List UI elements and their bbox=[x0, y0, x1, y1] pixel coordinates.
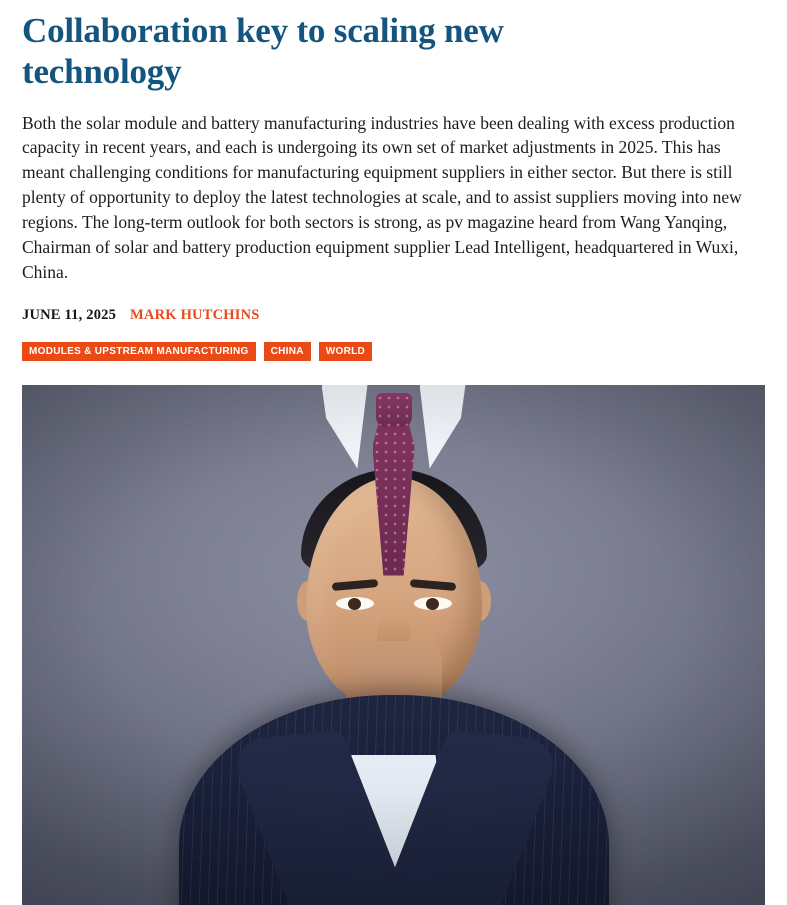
eye-left-shape bbox=[336, 597, 374, 610]
eye-right-shape bbox=[414, 597, 452, 610]
collar-left-shape bbox=[322, 385, 368, 469]
tag-world[interactable]: WORLD bbox=[319, 342, 372, 361]
portrait-illustration bbox=[22, 385, 765, 905]
tag-list bbox=[22, 342, 765, 361]
tag-china[interactable]: CHINA bbox=[264, 342, 311, 361]
publish-date: JUNE 11, 2025 bbox=[22, 306, 117, 323]
tag-modules-upstream-manufacturing[interactable]: MODULES & UPSTREAM MANUFACTURING bbox=[22, 342, 256, 361]
author-link[interactable]: MARK HUTCHINS bbox=[130, 306, 260, 323]
collar-right-shape bbox=[420, 385, 466, 469]
article-meta bbox=[22, 307, 765, 324]
hero-image bbox=[22, 385, 765, 905]
article-standfirst: Both the solar module and battery manufacturing industries have been dealing with excess production capacity in recent years, and each is undergoing its own set of market adjustments in 2025. This has meant challenging conditions for manufacturing equipment suppliers in either sector. But there is still plenty of opportunity to deploy the latest technologies at scale, and to assist suppliers moving into new regions. The long-term outlook for both sectors is strong, as pv magazine heard from Wang Yanqing, Chairman of solar and battery production equipment supplier Lead Intelligent, headquartered in Wuxi, China. bbox=[22, 112, 742, 282]
page-title: Collaboration key to scaling new technology bbox=[22, 11, 504, 92]
necktie-knot-shape bbox=[376, 393, 412, 427]
